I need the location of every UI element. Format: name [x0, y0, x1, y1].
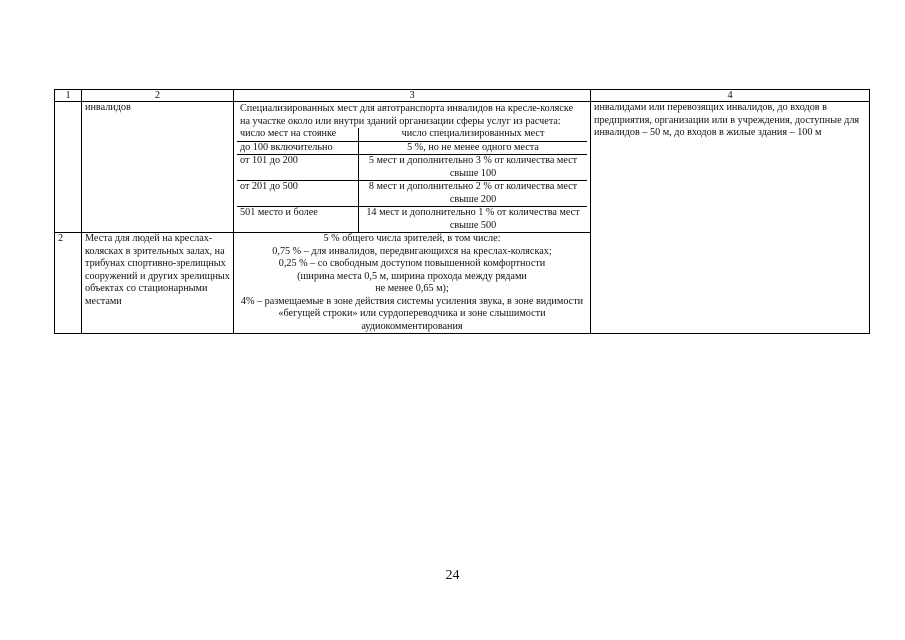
row1-num-cell	[55, 102, 82, 233]
row2-num-cell: 2	[55, 233, 82, 334]
page-number: 24	[445, 568, 460, 583]
row1-distance-cell: инвалидами или перевозящих инвалидов, до входов в предприятия, организации или в учреждения, доступные для инвалидов – 50 м, до входов в жилые здания – 100 м	[591, 102, 870, 334]
parking-subtable	[237, 128, 587, 232]
table-header-row	[55, 90, 870, 102]
subtable-cell-value: 5 мест и дополнительно 3 % от количества мест свыше 100	[359, 155, 588, 181]
header-col-4: 4	[591, 90, 870, 102]
subtable-cell-range: от 201 до 500	[237, 181, 359, 207]
subtable-cell-range: 501 место и более	[237, 207, 359, 233]
requirement-line: 4% – размещаемые в зоне действия системы усиления звука, в зоне видимости «бегущей строки» или сурдопереводчика и зоне слышимости аудиокомментирования	[240, 295, 584, 332]
row2-name-cell: Места для людей на креслах-колясках в зрительных залах, на трибунах спортивно-зрелищных сооружений и других зрелищных объектах со стационарными местами	[82, 233, 234, 334]
requirement-line: (ширина места 0,5 м, ширина прохода между рядами	[297, 270, 527, 282]
subtable-row	[237, 155, 587, 181]
row1-parking-cell	[234, 102, 591, 233]
subtable-row	[237, 181, 587, 207]
requirement-line: 0,25 % – со свободным доступом повышенной комфортности	[278, 258, 546, 269]
requirement-line: 0,75 % – для инвалидов, передвигающихся на креслах-колясках;	[272, 245, 552, 257]
subtable-cell-value: 5 %, но не менее одного места	[359, 141, 588, 155]
subtable-row	[237, 141, 587, 155]
header-col-2: 2	[82, 90, 234, 102]
table-row	[55, 102, 870, 233]
subtable-header-special: число специализированных мест	[359, 128, 588, 141]
requirement-line: не менее 0,65 м);	[375, 283, 449, 294]
subtable-cell-range: до 100 включительно	[237, 141, 359, 155]
row2-requirements-cell	[234, 233, 591, 334]
subtable-header-row	[237, 128, 587, 141]
parking-intro-text: Специализированных мест для автотранспорта инвалидов на кресле-коляске на участке около или внутри зданий организации сферы услуг из расчета:	[240, 103, 574, 127]
subtable-row	[237, 207, 587, 233]
subtable-cell-value: 14 мест и дополнительно 1 % от количества мест свыше 500	[359, 207, 588, 233]
subtable-cell-range: от 101 до 200	[237, 155, 359, 181]
subtable-header-spaces: число мест на стоянке	[237, 128, 359, 141]
subtable-cell-value: 8 мест и дополнительно 2 % от количества мест свыше 200	[359, 181, 588, 207]
header-col-1: 1	[55, 90, 82, 102]
header-col-3: 3	[234, 90, 591, 102]
requirements-table	[54, 89, 870, 334]
row1-name-cell: инвалидов	[82, 102, 234, 233]
requirement-line: 5 % общего числа зрителей, в том числе:	[323, 233, 501, 244]
